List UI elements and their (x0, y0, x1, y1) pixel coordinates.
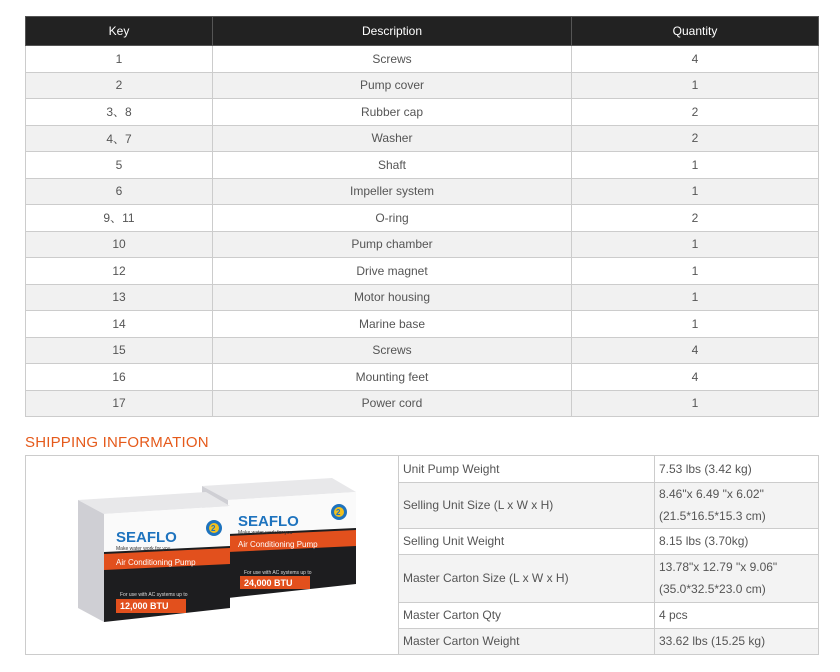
shipping-info (25, 455, 819, 655)
key-cell: 16 (26, 364, 213, 391)
spec-value-line: 8.15 lbs (3.70kg) (659, 534, 749, 548)
header-key: Key (26, 17, 213, 46)
quantity-cell: 2 (572, 205, 819, 232)
quantity-cell: 2 (572, 99, 819, 126)
table-row (26, 231, 819, 258)
table-row (26, 311, 819, 338)
table-row (26, 258, 819, 285)
quantity-cell: 1 (572, 390, 819, 417)
quantity-cell: 4 (572, 46, 819, 73)
tagline-front: Make water work for you (116, 546, 171, 552)
key-cell: 4、7 (26, 125, 213, 152)
small-text-front: For use with AC systems up to (120, 592, 188, 598)
quantity-cell: 1 (572, 178, 819, 205)
spec-value-line: 33.62 lbs (15.25 kg) (659, 634, 766, 649)
brand-logo-back: SEAFLO (238, 513, 299, 530)
description-cell: Screws (213, 337, 572, 364)
description-cell: Pump cover (213, 72, 572, 99)
quantity-cell: 1 (572, 72, 819, 99)
shipping-title: SHIPPING INFORMATION (25, 434, 209, 451)
table-row (26, 152, 819, 179)
spec-value (655, 628, 819, 654)
header-quantity: Quantity (572, 17, 819, 46)
tagline-back: Make water work for you (238, 530, 293, 536)
description-cell: Mounting feet (213, 364, 572, 391)
spec-row (399, 628, 818, 654)
description-cell: Power cord (213, 390, 572, 417)
spec-value-line: 8.46"x 6.49 "x 6.02" (659, 487, 764, 501)
spec-label: Master Carton Qty (399, 602, 655, 628)
spec-value (655, 528, 819, 554)
description-cell: Washer (213, 125, 572, 152)
product-image (26, 456, 399, 654)
key-cell: 15 (26, 337, 213, 364)
parts-table (25, 16, 819, 417)
description-cell: Marine base (213, 311, 572, 338)
table-row (26, 390, 819, 417)
spec-value-metric-line: (35.0*32.5*23.0 cm) (659, 582, 766, 596)
table-row (26, 337, 819, 364)
key-cell: 14 (26, 311, 213, 338)
table-row (26, 284, 819, 311)
spec-value (655, 602, 819, 628)
description-cell: O-ring (213, 205, 572, 232)
key-cell: 10 (26, 231, 213, 258)
quantity-cell: 1 (572, 152, 819, 179)
spec-value (655, 554, 819, 602)
spec-label: Master Carton Weight (399, 628, 655, 654)
spec-value (655, 482, 819, 528)
key-cell: 13 (26, 284, 213, 311)
brand-logo-front: SEAFLO (116, 529, 177, 546)
spec-label: Selling Unit Size (L x W x H) (399, 482, 655, 528)
key-cell: 6 (26, 178, 213, 205)
table-row (26, 364, 819, 391)
btu-label-back: 24,000 BTU (244, 578, 293, 588)
btu-label-front: 12,000 BTU (120, 601, 169, 611)
spec-value-line: 4 pcs (659, 608, 688, 622)
spec-row (399, 456, 818, 482)
table-row (26, 72, 819, 99)
description-cell: Shaft (213, 152, 572, 179)
key-cell: 5 (26, 152, 213, 179)
spec-label: Master Carton Size (L x W x H) (399, 554, 655, 602)
quantity-cell: 1 (572, 284, 819, 311)
quantity-cell: 1 (572, 258, 819, 285)
table-row (26, 125, 819, 152)
product-name-front: Air Conditioning Pump (116, 558, 196, 567)
table-row (26, 46, 819, 73)
spec-row (399, 554, 818, 602)
parts-table-header (26, 17, 819, 46)
key-cell: 12 (26, 258, 213, 285)
key-cell: 17 (26, 390, 213, 417)
key-cell: 2 (26, 72, 213, 99)
spec-row (399, 482, 818, 528)
spec-value (655, 456, 819, 482)
spec-label: Unit Pump Weight (399, 456, 655, 482)
description-cell: Pump chamber (213, 231, 572, 258)
description-cell: Impeller system (213, 178, 572, 205)
spec-value-line: 13.78"x 12.79 "x 9.06" (659, 560, 778, 574)
shipping-spec-table (399, 456, 818, 654)
product-boxes-illustration (26, 456, 398, 654)
badge-front: 2 (211, 524, 216, 533)
description-cell: Motor housing (213, 284, 572, 311)
quantity-cell: 2 (572, 125, 819, 152)
header-description: Description (213, 17, 572, 46)
key-cell: 9、11 (26, 205, 213, 232)
key-cell: 3、8 (26, 99, 213, 126)
table-row (26, 178, 819, 205)
badge-back: 2 (336, 508, 341, 517)
key-cell: 1 (26, 46, 213, 73)
quantity-cell: 4 (572, 337, 819, 364)
spec-label: Selling Unit Weight (399, 528, 655, 554)
small-text-back: For use with AC systems up to (244, 570, 312, 576)
spec-value-metric-line: (21.5*16.5*15.3 cm) (659, 509, 766, 523)
description-cell: Drive magnet (213, 258, 572, 285)
description-cell: Screws (213, 46, 572, 73)
description-cell: Rubber cap (213, 99, 572, 126)
spec-value-line: 7.53 lbs (3.42 kg) (659, 461, 752, 476)
product-name-back: Air Conditioning Pump (238, 540, 318, 549)
quantity-cell: 4 (572, 364, 819, 391)
table-row (26, 99, 819, 126)
quantity-cell: 1 (572, 311, 819, 338)
product-box-front (78, 492, 230, 622)
quantity-cell: 1 (572, 231, 819, 258)
spec-row (399, 602, 818, 628)
spec-row (399, 528, 818, 554)
table-row (26, 205, 819, 232)
